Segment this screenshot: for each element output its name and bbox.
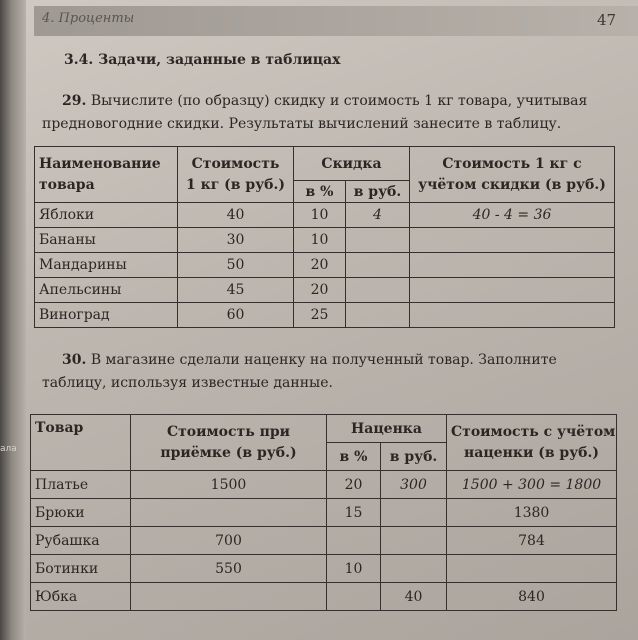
header-product: Товар bbox=[31, 415, 131, 471]
header-purchase-cost: Стоимость при приёмке (в руб.) bbox=[131, 415, 327, 471]
final-price: 784 bbox=[447, 527, 617, 555]
task-30-number: 30. bbox=[62, 352, 87, 368]
task-29-number: 29. bbox=[62, 93, 87, 109]
binding-label: ала bbox=[0, 444, 17, 454]
discount-rub bbox=[346, 303, 410, 328]
discount-table bbox=[34, 146, 615, 328]
product-cost: 50 bbox=[178, 253, 294, 278]
markup-rub bbox=[381, 555, 447, 583]
task-30-text bbox=[42, 349, 622, 395]
final-cost bbox=[410, 253, 615, 278]
product-name: Мандарины bbox=[35, 253, 178, 278]
header-final-cost: Стоимость 1 кг с учётом скидки (в руб.) bbox=[410, 147, 615, 203]
product-name: Рубашка bbox=[31, 527, 131, 555]
discount-percent: 10 bbox=[294, 203, 346, 228]
product-name: Брюки bbox=[31, 499, 131, 527]
header-product-name: Наименование товара bbox=[35, 147, 178, 203]
markup-percent: 15 bbox=[327, 499, 381, 527]
product-name: Виноград bbox=[35, 303, 178, 328]
table-row bbox=[35, 228, 615, 253]
product-cost: 60 bbox=[178, 303, 294, 328]
table-row bbox=[31, 471, 617, 499]
table-row bbox=[31, 583, 617, 611]
discount-rub bbox=[346, 278, 410, 303]
product-name: Бананы bbox=[35, 228, 178, 253]
task-29-text bbox=[42, 90, 622, 136]
discount-rub bbox=[346, 253, 410, 278]
header-cost-per-kg: Стоимость 1 кг (в руб.) bbox=[178, 147, 294, 203]
final-cost bbox=[410, 228, 615, 253]
purchase-cost: 550 bbox=[131, 555, 327, 583]
header-discount-rub: в руб. bbox=[346, 181, 410, 203]
markup-rub: 40 bbox=[381, 583, 447, 611]
discount-percent: 20 bbox=[294, 253, 346, 278]
final-price: 840 bbox=[447, 583, 617, 611]
product-name: Яблоки bbox=[35, 203, 178, 228]
header-final-price: Стоимость с учётом наценки (в руб.) bbox=[447, 415, 617, 471]
purchase-cost: 1500 bbox=[131, 471, 327, 499]
product-name: Ботинки bbox=[31, 555, 131, 583]
table-row bbox=[35, 278, 615, 303]
header-markup-percent: в % bbox=[327, 443, 381, 471]
table-row bbox=[31, 499, 617, 527]
markup-rub bbox=[381, 527, 447, 555]
purchase-cost bbox=[131, 499, 327, 527]
discount-percent: 20 bbox=[294, 278, 346, 303]
product-cost: 40 bbox=[178, 203, 294, 228]
section-title: 3.4. Задачи, заданные в таблицах bbox=[64, 52, 341, 68]
purchase-cost bbox=[131, 583, 327, 611]
table-row bbox=[31, 555, 617, 583]
final-cost bbox=[410, 278, 615, 303]
markup-rub bbox=[381, 499, 447, 527]
final-price: 1500 + 300 = 1800 bbox=[447, 471, 617, 499]
header-markup: Наценка bbox=[327, 415, 447, 443]
product-cost: 45 bbox=[178, 278, 294, 303]
header-discount: Скидка bbox=[294, 147, 410, 181]
table-row bbox=[31, 527, 617, 555]
product-name: Платье bbox=[31, 471, 131, 499]
markup-percent bbox=[327, 527, 381, 555]
final-price bbox=[447, 555, 617, 583]
markup-percent bbox=[327, 583, 381, 611]
task-30-statement: В магазине сделали наценку на полученный товар. Заполните таблицу, используя известные данные. bbox=[42, 352, 557, 391]
task-29-statement: Вычислите (по образцу) скидку и стоимость 1 кг товара, учитывая предновогодние скидки. Результаты вычислений занесите в таблицу. bbox=[42, 93, 588, 132]
discount-percent: 25 bbox=[294, 303, 346, 328]
book-binding bbox=[0, 0, 26, 640]
product-cost: 30 bbox=[178, 228, 294, 253]
product-name: Апельсины bbox=[35, 278, 178, 303]
table-row bbox=[35, 203, 615, 228]
product-name: Юбка bbox=[31, 583, 131, 611]
markup-percent: 20 bbox=[327, 471, 381, 499]
header-discount-percent: в % bbox=[294, 181, 346, 203]
discount-rub bbox=[346, 228, 410, 253]
discount-rub: 4 bbox=[346, 203, 410, 228]
page-number: 47 bbox=[597, 11, 617, 29]
purchase-cost: 700 bbox=[131, 527, 327, 555]
final-cost: 40 - 4 = 36 bbox=[410, 203, 615, 228]
markup-rub: 300 bbox=[381, 471, 447, 499]
final-cost bbox=[410, 303, 615, 328]
markup-percent: 10 bbox=[327, 555, 381, 583]
markup-table bbox=[30, 414, 617, 611]
final-price: 1380 bbox=[447, 499, 617, 527]
table-row bbox=[35, 303, 615, 328]
header-markup-rub: в руб. bbox=[381, 443, 447, 471]
table-row bbox=[35, 253, 615, 278]
discount-percent: 10 bbox=[294, 228, 346, 253]
chapter-title: 4. Проценты bbox=[42, 11, 135, 26]
